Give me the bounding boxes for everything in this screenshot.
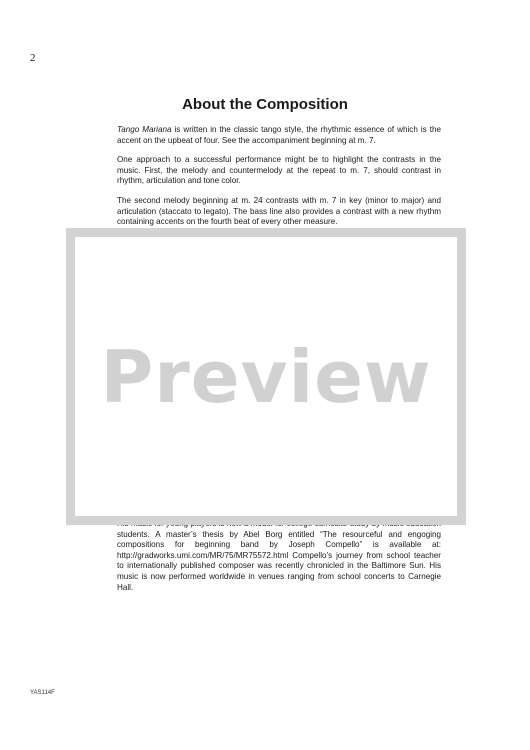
page-number: 2	[30, 52, 36, 64]
paragraph-1-text: is written in the classic tango style, the rhythmic essence of which is the accent on the upbeat of four. See the accompaniment beginning at m. 7.	[117, 125, 441, 145]
paragraph-1	[117, 125, 441, 146]
intro-text-block	[117, 125, 441, 233]
paragraph-3: The second melody beginning at m. 24 contrasts with m. 7 in key (minor to major) and articulation (staccato to legato). The bass line also provides a contrast with a new rhythm containing accents on the fourth beat of every other measure.	[117, 195, 441, 227]
bio-text-block	[117, 519, 441, 602]
paragraph-bio: students. A master’s thesis by Abel Borg entitled “The resourceful and engoging compositions for beginning band by Joseph Compello” is available at: http://gradworks.umi.com/MR/75/MR75572.html Compello’s journey from school teacher to internationally published composer was recently chronicled in the Baltimore Sun. His music is now performed worldwide in venues ranging from school concerts to Carnegie Hall.	[117, 529, 441, 592]
paragraph-2: One approach to a successful performance might be to highlight the contrasts in the music. First, the melody and countermelody at the repeat to m. 7, should contrast in rhythm, articulation and tone color.	[117, 155, 441, 186]
preview-watermark	[66, 228, 466, 525]
page-title: About the Composition	[182, 96, 348, 113]
catalog-code: YAS114F	[30, 690, 55, 696]
piece-title: Tango Mariana	[117, 125, 172, 134]
preview-label: Preview	[100, 334, 432, 419]
